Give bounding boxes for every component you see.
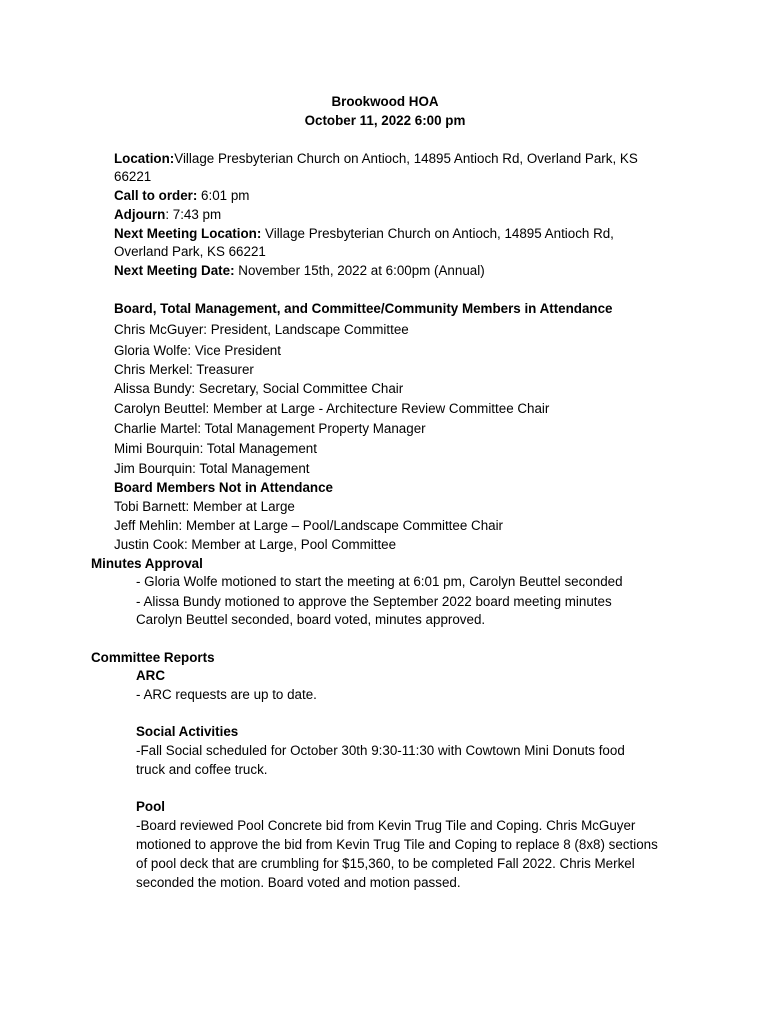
attendance-heading: Board, Total Management, and Committee/Community Members in Attendance	[114, 301, 613, 316]
attendee-item: Chris McGuyer: President, Landscape Committee	[114, 322, 409, 337]
meeting-date-heading: October 11, 2022 6:00 pm	[304, 113, 466, 128]
social-activities-text: -Fall Social scheduled for October 30th 9:30-11:30 with Cowtown Mini Donuts food	[136, 743, 625, 758]
minutes-item: - Gloria Wolfe motioned to start the meeting at 6:01 pm, Carolyn Beuttel seconded	[136, 574, 623, 589]
next-meeting-date-value: November 15th, 2022 at 6:00pm (Annual)	[234, 263, 485, 278]
absent-heading: Board Members Not in Attendance	[114, 480, 333, 495]
next-meeting-location-value: Village Presbyterian Church on Antioch, 14895 Antioch Rd,	[261, 226, 614, 241]
attendee-item: Charlie Martel: Total Management Property Manager	[114, 421, 426, 436]
attendee-item: Jim Bourquin: Total Management	[114, 461, 310, 476]
next-meeting-date-label: Next Meeting Date:	[114, 263, 235, 278]
adjourn-value: : 7:43 pm	[165, 207, 222, 222]
attendee-item: Carolyn Beuttel: Member at Large - Architecture Review Committee Chair	[114, 401, 550, 416]
adjourn-line	[114, 206, 221, 224]
pool-text: of pool deck that are crumbling for $15,360, to be completed Fall 2022. Chris Merkel	[136, 856, 635, 871]
adjourn-label: Adjourn	[114, 207, 166, 222]
location-label: Location:	[114, 151, 175, 166]
pool-text: -Board reviewed Pool Concrete bid from Kevin Trug Tile and Coping. Chris McGuyer	[136, 818, 636, 833]
next-meeting-location-label: Next Meeting Location:	[114, 226, 262, 241]
committee-reports-heading: Committee Reports	[91, 650, 215, 665]
absent-item: Justin Cook: Member at Large, Pool Committee	[114, 537, 397, 552]
minutes-item: Carolyn Beuttel seconded, board voted, minutes approved.	[136, 612, 486, 627]
next-meeting-date-line	[114, 262, 485, 280]
next-meeting-location-line-2: Overland Park, KS 66221	[114, 244, 266, 259]
absent-item: Jeff Mehlin: Member at Large – Pool/Landscape Committee Chair	[114, 518, 504, 533]
location-line	[114, 150, 638, 168]
attendee-item: Chris Merkel: Treasurer	[114, 362, 254, 377]
social-activities-heading: Social Activities	[136, 724, 239, 739]
attendee-item: Alissa Bundy: Secretary, Social Committee Chair	[114, 381, 404, 396]
absent-item: Tobi Barnett: Member at Large	[114, 499, 295, 514]
call-to-order-label: Call to order:	[114, 188, 198, 203]
arc-text: - ARC requests are up to date.	[136, 687, 317, 702]
location-line-2: 66221	[114, 169, 152, 184]
pool-heading: Pool	[136, 799, 166, 814]
document-title: Brookwood HOA	[331, 94, 439, 109]
call-to-order-value: 6:01 pm	[197, 188, 250, 203]
minutes-item: - Alissa Bundy motioned to approve the September 2022 board meeting minutes	[136, 594, 612, 609]
location-value: Village Presbyterian Church on Antioch, 14895 Antioch Rd, Overland Park, KS	[174, 151, 638, 166]
attendee-item: Mimi Bourquin: Total Management	[114, 441, 317, 456]
pool-text: motioned to approve the bid from Kevin Trug Tile and Coping to replace 8 (8x8) sections	[136, 837, 658, 852]
pool-text: seconded the motion. Board voted and motion passed.	[136, 875, 461, 890]
social-activities-text: truck and coffee truck.	[136, 762, 268, 777]
minutes-heading: Minutes Approval	[91, 556, 203, 571]
call-to-order-line	[114, 187, 249, 205]
next-meeting-location-line	[114, 225, 614, 243]
arc-heading: ARC	[136, 668, 166, 683]
attendee-item: Gloria Wolfe: Vice President	[114, 343, 281, 358]
